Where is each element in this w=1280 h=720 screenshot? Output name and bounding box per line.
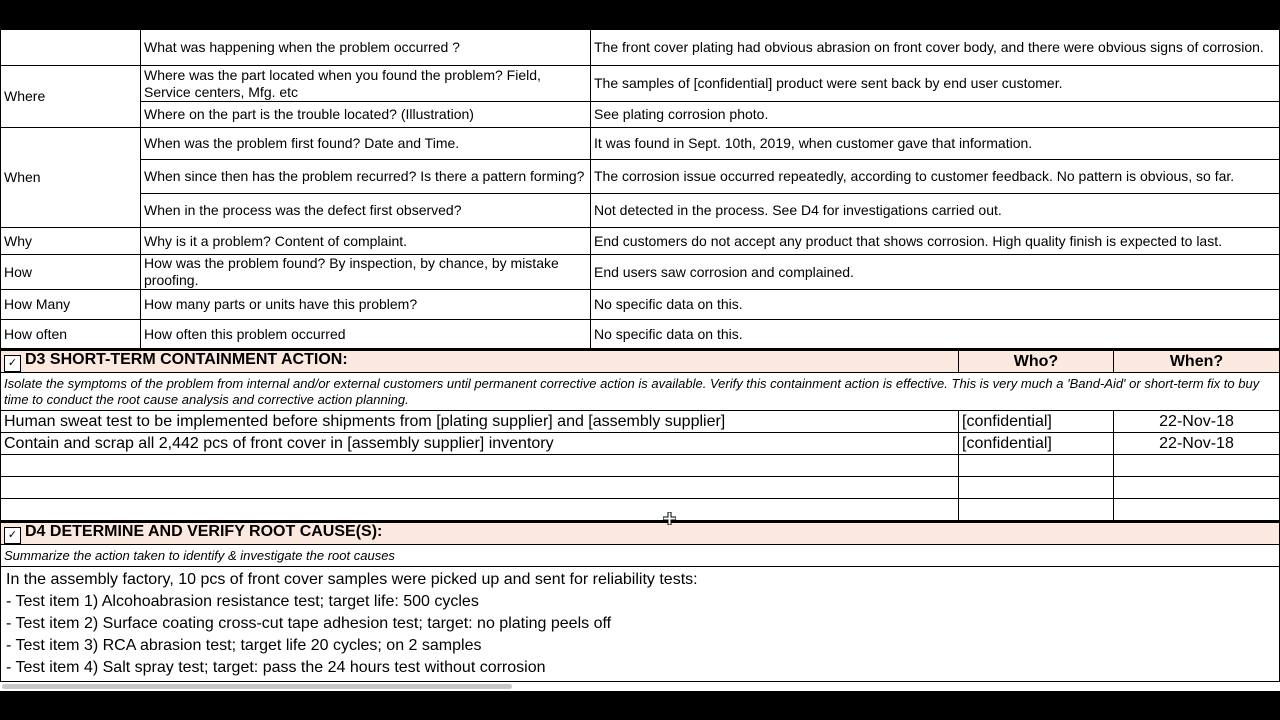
d4-line: In the assembly factory, 10 pcs of front cover samples were picked up and sent for reliability tests: [6, 571, 698, 588]
row-question: How many parts or units have this problem? [141, 290, 591, 320]
d3-title-cell [1, 350, 959, 373]
row-question: How was the problem found? By inspection, by chance, by mistake proofing. [141, 255, 591, 290]
d4-title: D4 DETERMINE AND VERIFY ROOT CAUSE(S): [25, 523, 383, 540]
table-row [1, 255, 1280, 290]
row-answer: Not detected in the process. See D4 for investigations carried out. [591, 194, 1280, 228]
table-row [1, 128, 1280, 160]
d4-line: - Test item 1) Alcohoabrasion resistance test; target life: 500 cycles [6, 593, 479, 610]
row-question: How often this problem occurred [141, 320, 591, 349]
d4-header-row [1, 522, 1280, 545]
row-question: When was the problem first found? Date and Time. [141, 128, 591, 160]
move-cursor-icon [663, 512, 676, 525]
action-when: 22-Nov-18 [1114, 433, 1280, 455]
horizontal-scrollbar[interactable] [2, 684, 512, 689]
row-label: How often [1, 320, 141, 349]
empty-action-row [1, 499, 1280, 521]
row-label: How [1, 255, 141, 290]
d3-title: D3 SHORT-TERM CONTAINMENT ACTION: [25, 351, 348, 368]
problem-description-table [0, 29, 1280, 349]
action-row [1, 433, 1280, 455]
row-question: What was happening when the problem occurred ? [141, 30, 591, 66]
empty-action-row [1, 477, 1280, 499]
table-row [1, 102, 1280, 128]
table-row [1, 228, 1280, 255]
row-answer: It was found in Sept. 10th, 2019, when customer gave that information. [591, 128, 1280, 160]
d3-header-row [1, 350, 1280, 373]
d4-body [1, 567, 1280, 682]
action-text: Contain and scrap all 2,442 pcs of front cover in [assembly supplier] inventory [1, 433, 959, 455]
row-label: Why [1, 228, 141, 255]
d4-root-cause-table [0, 521, 1280, 682]
table-row [1, 320, 1280, 349]
d4-line: - Test item 4) Salt spray test; target: pass the 24 hours test without corrosion [6, 659, 546, 676]
row-answer: The samples of [confidential] product were sent back by end user customer. [591, 66, 1280, 102]
d4-checkbox[interactable]: ✓ [4, 527, 21, 544]
who-header: Who? [959, 350, 1114, 373]
d4-line: - Test item 2) Surface coating cross-cut tape adhesion test; target: no plating peels off [6, 615, 612, 632]
row-question: Where was the part located when you found the problem? Field, Service centers, Mfg. etc [141, 66, 591, 102]
row-label: Where [1, 66, 141, 128]
d4-title-cell [1, 522, 1280, 545]
row-label [1, 30, 141, 66]
action-who: [confidential] [959, 411, 1114, 433]
row-question: Why is it a problem? Content of complaint. [141, 228, 591, 255]
empty-action-row [1, 455, 1280, 477]
row-label: How Many [1, 290, 141, 320]
table-row [1, 160, 1280, 194]
d3-checkbox[interactable]: ✓ [4, 355, 21, 372]
row-label: When [1, 128, 141, 228]
table-row [1, 290, 1280, 320]
row-answer: The corrosion issue occurred repeatedly, according to customer feedback. No pattern is obvious, so far. [591, 160, 1280, 194]
row-answer: See plating corrosion photo. [591, 102, 1280, 128]
row-question: When in the process was the defect first observed? [141, 194, 591, 228]
d3-instructions: Isolate the symptoms of the problem from internal and/or external customers until permanent corrective action is available. Verify this containment action is effective. This is very much a 'Band-Aid' or short-term fix to buy time to conduct the root cause analysis and corrective action planning. [1, 373, 1280, 411]
table-row [1, 66, 1280, 102]
table-row [1, 30, 1280, 66]
row-answer: End customers do not accept any product that shows corrosion. High quality finish is expected to last. [591, 228, 1280, 255]
d4-line: - Test item 3) RCA abrasion test; target life 20 cycles; on 2 samples [6, 637, 482, 654]
action-row [1, 411, 1280, 433]
action-text: Human sweat test to be implemented before shipments from [plating supplier] and [assembly supplier] [1, 411, 959, 433]
d3-instructions-row [1, 373, 1280, 411]
table-row [1, 194, 1280, 228]
action-when: 22-Nov-18 [1114, 411, 1280, 433]
row-answer: The front cover plating had obvious abrasion on front cover body, and there were obvious signs of corrosion. [591, 30, 1280, 66]
action-who: [confidential] [959, 433, 1114, 455]
d3-containment-table [0, 349, 1280, 521]
d4-instructions-row [1, 545, 1280, 567]
row-answer: End users saw corrosion and complained. [591, 255, 1280, 290]
row-answer: No specific data on this. [591, 290, 1280, 320]
when-header: When? [1114, 350, 1280, 373]
row-answer: No specific data on this. [591, 320, 1280, 349]
d4-body-row [1, 567, 1280, 682]
d4-instructions: Summarize the action taken to identify & investigate the root causes [1, 545, 1280, 567]
report-sheet [0, 29, 1280, 691]
row-question: When since then has the problem recurred? Is there a pattern forming? [141, 160, 591, 194]
row-question: Where on the part is the trouble located? (Illustration) [141, 102, 591, 128]
